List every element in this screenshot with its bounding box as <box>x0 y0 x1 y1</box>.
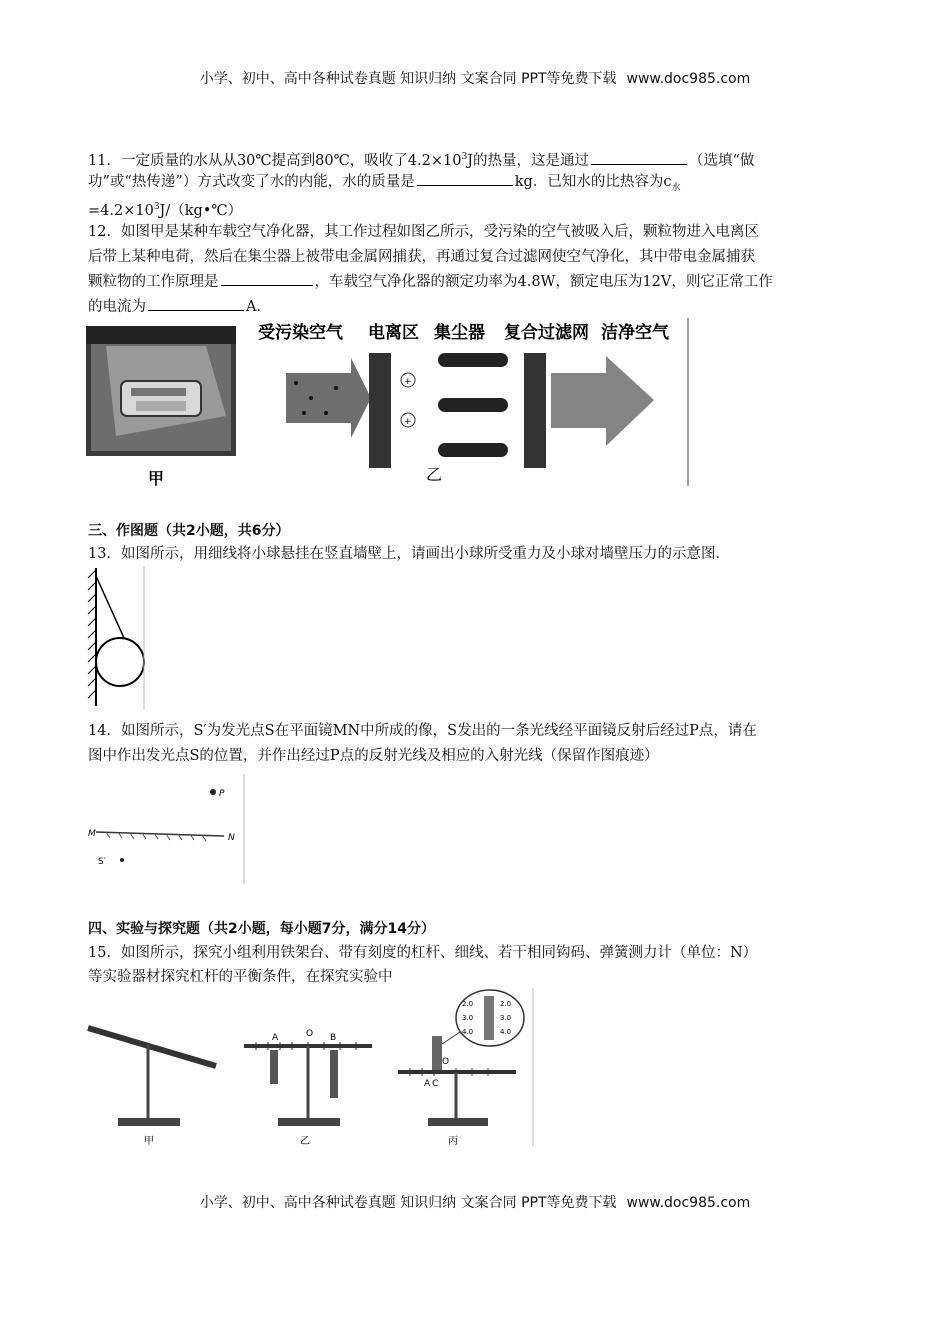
label-clean-air: 洁净空气 <box>601 323 669 343</box>
label-A-yi: A <box>272 1033 279 1043</box>
fig-label-jia-15: 甲 <box>144 1136 154 1146</box>
collector-plates <box>438 353 508 457</box>
point-P <box>210 789 216 795</box>
q11-text: 功”或“热传递”）方式改变了水的内能，水的质量是 <box>88 174 415 190</box>
label-S-prime: S′ <box>98 857 106 867</box>
page-footer <box>0 1192 950 1212</box>
scale-right-3: 3.0 <box>500 1014 512 1022</box>
lever-fig-yi <box>244 1029 372 1146</box>
label-polluted-air: 受污染空气 <box>258 323 343 343</box>
scale-left-2: 2.0 <box>462 1000 474 1008</box>
scale-right-2: 2.0 <box>500 1000 512 1008</box>
q11-text: 11．一定质量的水从从30℃提高到80℃，吸收了4.2×10 <box>88 152 462 169</box>
mirror-MN <box>96 832 224 836</box>
q11-exp: 3 <box>461 152 468 162</box>
q11-text: J的热量，这是通过 <box>467 152 589 169</box>
ionization-block <box>369 353 391 468</box>
fig-label-jia: 甲 <box>148 469 165 488</box>
fig-label-bing-15: 丙 <box>448 1136 458 1146</box>
spring-scale <box>432 1036 442 1070</box>
q15-line2: 等实验器材探究杠杆的平衡条件，在探究实验中 <box>88 969 393 985</box>
q13-text: 13．如图所示，用细线将小球悬挂在竖直墙壁上，请画出小球所受重力及小球对墙壁压力的示意图． <box>88 546 730 562</box>
weights-left <box>270 1050 278 1084</box>
lever-experiment-diagram <box>86 988 536 1146</box>
fig-label-yi-15: 乙 <box>300 1136 310 1146</box>
label-N: N <box>228 833 235 843</box>
fig-label-yi: 乙 <box>426 465 443 484</box>
q12-line3 <box>88 271 868 293</box>
label-A-bing: A <box>424 1079 431 1089</box>
q12-text: A． <box>246 299 271 315</box>
footer-text: 小学、初中、高中各种试卷真题 知识归纳 文案合同 PPT等免费下载 <box>199 1195 617 1211</box>
q11-sub: 水 <box>671 182 681 193</box>
header-url[interactable]: www.doc985.com <box>626 71 751 87</box>
q11-blank-2[interactable] <box>417 171 513 186</box>
q12-text: 的电流为 <box>88 299 146 315</box>
q12-text: 颗粒物的工作原理是 <box>88 274 219 290</box>
label-P: P <box>219 789 225 799</box>
svg-text:+: + <box>404 417 412 427</box>
lever-fig-jia <box>88 1028 216 1146</box>
label-ionization-zone: 电离区 <box>368 323 419 343</box>
scale-right-4: 4.0 <box>500 1028 512 1036</box>
q11-text: =4.2×10 <box>88 202 154 219</box>
label-composite-filter: 复合过滤网 <box>504 323 589 343</box>
purifier-process-diagram <box>256 318 690 488</box>
string-line <box>96 576 124 638</box>
label-B-yi: B <box>330 1033 337 1043</box>
wall-ball-diagram <box>86 566 148 710</box>
svg-text:+: + <box>404 377 412 387</box>
q11-text: （选填“做 <box>689 152 755 169</box>
q11-text: J/（kg•℃） <box>159 202 243 219</box>
page-header <box>0 68 950 88</box>
section-4-title: 四、实验与探究题（共2小题，每小题7分，满分14分） <box>88 921 435 937</box>
clean-air-arrow <box>551 356 654 446</box>
label-C-bing: C <box>432 1079 439 1089</box>
label-O-bing: O <box>442 1057 450 1067</box>
q14-line2: 图中作出发光点S的位置，并作出经过P点的反射光线及相应的入射光线（保留作图痕迹） <box>88 748 659 764</box>
footer-url[interactable]: www.doc985.com <box>626 1195 751 1211</box>
composite-filter-block <box>524 353 546 468</box>
q14-line1: 14．如图所示，S′为发光点S在平面镜MN中所成的像，S发出的一条光线经平面镜反射后经过P点，请在 <box>88 723 757 739</box>
dirty-air-arrow <box>286 358 371 438</box>
label-O-yi: O <box>306 1029 314 1039</box>
header-text: 小学、初中、高中各种试卷真题 知识归纳 文案合同 PPT等免费下载 <box>199 71 617 87</box>
point-S-prime <box>120 858 124 862</box>
weights-right <box>330 1050 338 1098</box>
q11-line2 <box>88 171 868 199</box>
q11-blank-1[interactable] <box>591 150 687 165</box>
label-dust-collector: 集尘器 <box>434 323 485 343</box>
wall-hatching <box>88 570 96 698</box>
q12-line2: 后带上某种电荷，然后在集尘器上被带电金属网捕获，再通过复合过滤网使空气净化，其中带电金属捕获 <box>88 249 755 265</box>
q12-line1: 12．如图甲是某种车载空气净化器，其工作过程如图乙所示，受污染的空气被吸入后，颗粒物进入电离区 <box>88 224 759 240</box>
q12-blank-1[interactable] <box>221 271 313 286</box>
q12-text: ，车载空气净化器的额定功率为4.8W，额定电压为12V，则它正常工作 <box>314 274 773 290</box>
q15-line1: 15．如图所示，探究小组利用铁架台、带有刻度的杠杆、细线、若干相同钩码、弹簧测力计（单位：N） <box>88 945 758 961</box>
lever-fig-bing <box>398 990 524 1146</box>
q11-line3 <box>88 196 868 222</box>
q11-exp: 3 <box>153 202 160 212</box>
label-M: M <box>88 829 96 839</box>
q12-blank-2[interactable] <box>148 296 244 311</box>
q11-line1 <box>88 146 868 172</box>
mirror-diagram <box>86 774 248 886</box>
car-purifier-photo <box>86 326 246 490</box>
scale-left-3: 3.0 <box>462 1014 474 1022</box>
q11-text: kg．已知水的比热容为c <box>514 174 672 190</box>
q12-line4 <box>88 296 868 318</box>
ball-circle <box>96 638 144 686</box>
scale-left-4: 4.0 <box>462 1028 474 1036</box>
section-3-title: 三、作图题（共2小题，共6分） <box>88 523 290 539</box>
